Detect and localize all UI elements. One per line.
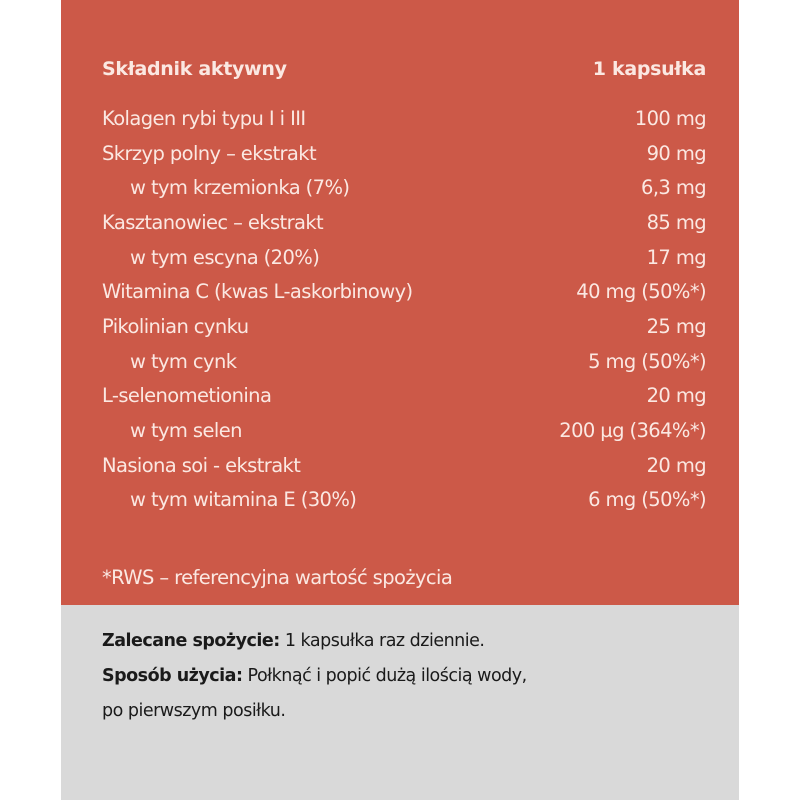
rws-footnote: *RWS – referencyjna wartość spożycia: [102, 566, 453, 589]
ingredient-value: 6,3 mg: [641, 176, 706, 200]
table-header: [102, 54, 706, 84]
table-row: [102, 274, 706, 309]
method-label: Sposób użycia:: [102, 666, 243, 686]
ingredient-name: L-selenometionina: [102, 384, 272, 408]
header-ingredient: Składnik aktywny: [102, 58, 287, 80]
table-row: [102, 344, 706, 379]
ingredient-value: 85 mg: [646, 210, 706, 234]
ingredient-value: 20 mg: [646, 453, 706, 477]
ingredient-name: Kolagen rybi typu I i III: [102, 106, 306, 130]
table-row: [102, 101, 706, 136]
ingredient-name: w tym krzemionka (7%): [130, 176, 350, 200]
ingredient-name: w tym selen: [130, 419, 242, 443]
ingredient-name: w tym escyna (20%): [130, 245, 320, 269]
ingredient-value: 17 mg: [646, 245, 706, 269]
ingredient-value: 5 mg (50%*): [588, 349, 706, 373]
ingredient-value: 200 µg (364%*): [559, 419, 706, 443]
table-row: [102, 309, 706, 344]
recommended-dose-line: [102, 626, 527, 661]
method-value-continued: po pierwszym posiłku.: [102, 701, 286, 721]
table-row: [102, 170, 706, 205]
ingredient-name: w tym cynk: [130, 349, 237, 373]
recommended-dose-value: 1 kapsułka raz dziennie.: [279, 631, 485, 651]
ingredient-value: 6 mg (50%*): [588, 488, 706, 512]
table-row: [102, 240, 706, 275]
usage-instructions: [102, 626, 527, 731]
ingredient-name: w tym witamina E (30%): [130, 488, 357, 512]
table-row: [102, 483, 706, 518]
ingredients-panel: [61, 0, 739, 605]
recommended-dose-label: Zalecane spożycie:: [102, 631, 280, 651]
ingredient-value: 90 mg: [646, 141, 706, 165]
ingredient-name: Pikolinian cynku: [102, 314, 249, 338]
table-rows: [102, 101, 706, 517]
ingredient-value: 25 mg: [646, 314, 706, 338]
ingredient-name: Kasztanowiec – ekstrakt: [102, 210, 324, 234]
ingredient-name: Nasiona soi - ekstrakt: [102, 453, 301, 477]
ingredient-value: 20 mg: [646, 384, 706, 408]
header-amount: 1 kapsułka: [592, 58, 706, 80]
table-row: [102, 448, 706, 483]
method-value: Połknąć i popić dużą ilością wody,: [242, 666, 527, 686]
table-row: [102, 136, 706, 171]
ingredient-name: Skrzyp polny – ekstrakt: [102, 141, 317, 165]
table-row: [102, 205, 706, 240]
method-line-continued: [102, 696, 527, 731]
table-row: [102, 379, 706, 414]
method-line: [102, 661, 527, 696]
table-row: [102, 413, 706, 448]
ingredient-value: 40 mg (50%*): [576, 280, 706, 304]
ingredient-name: Witamina C (kwas L-askorbinowy): [102, 280, 413, 304]
ingredient-value: 100 mg: [634, 106, 706, 130]
